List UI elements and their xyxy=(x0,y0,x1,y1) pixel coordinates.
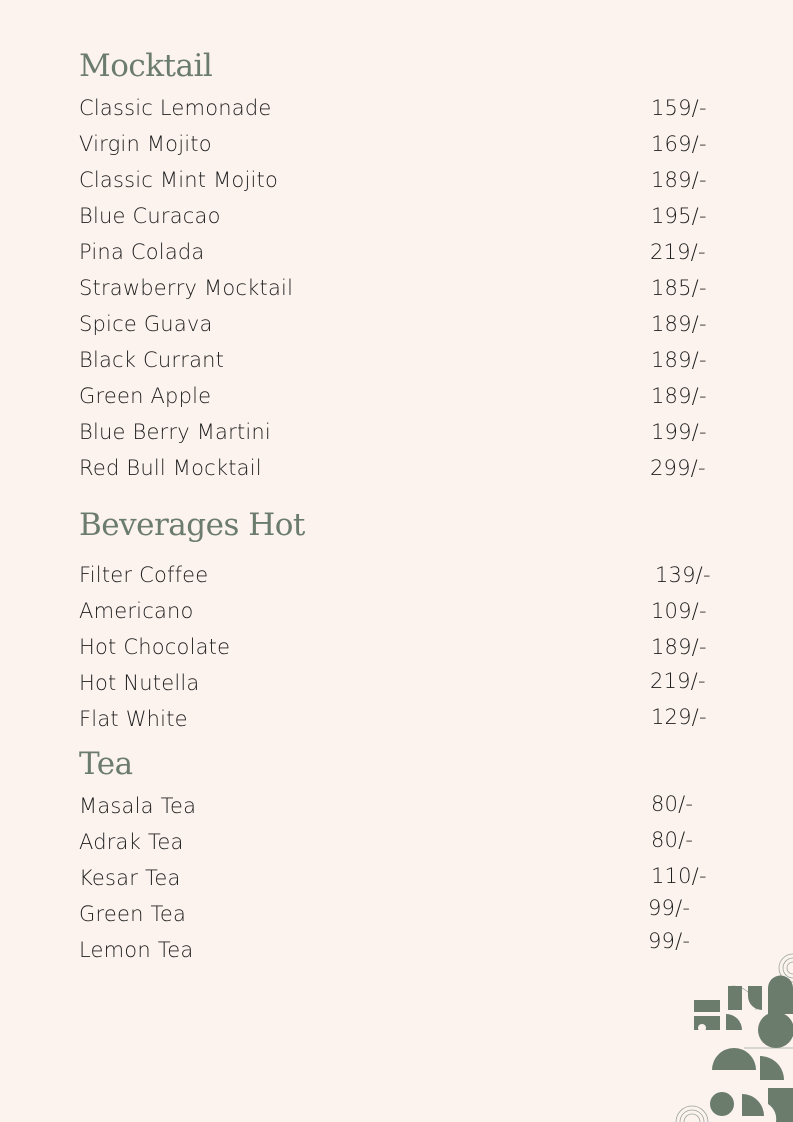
menu-item-name: Kesar Tea xyxy=(79,866,181,890)
menu-item-price: 189/- xyxy=(651,312,707,336)
menu-item-name: Lemon Tea xyxy=(79,938,194,962)
menu-item-name: Blue Curacao xyxy=(79,204,221,228)
menu-item-price: 80/- xyxy=(651,792,694,816)
menu-item-name: Adrak Tea xyxy=(79,830,184,854)
menu-item-price: 189/- xyxy=(651,635,707,659)
menu-item-name: Green Apple xyxy=(79,384,212,408)
menu-item-price: 189/- xyxy=(651,384,707,408)
menu-item-price: 169/- xyxy=(651,132,707,156)
menu-item-price: 299/- xyxy=(650,456,706,480)
menu-item-price: 110/- xyxy=(651,864,707,888)
menu-item-price: 139/- xyxy=(655,563,711,587)
section-heading-beverages-hot: Beverages Hot xyxy=(79,507,305,543)
menu-item-name: Virgin Mojito xyxy=(79,132,212,156)
menu-item-price: 109/- xyxy=(651,599,707,623)
menu-item-name: Classic Lemonade xyxy=(79,96,272,120)
menu-item-price: 219/- xyxy=(650,240,706,264)
menu-item-price: 189/- xyxy=(651,168,707,192)
geometric-pattern-icon xyxy=(672,948,793,1122)
menu-item-name: Red Bull Mocktail xyxy=(79,456,262,480)
menu-item-name: Masala Tea xyxy=(79,794,197,818)
menu-item-price: 189/- xyxy=(651,348,707,372)
menu-item-price: 99/- xyxy=(648,896,691,920)
menu-item-price: 195/- xyxy=(651,204,707,228)
menu-item-name: Black Currant xyxy=(79,348,225,372)
section-heading-tea: Tea xyxy=(79,746,133,782)
menu-item-price: 80/- xyxy=(651,828,694,852)
section-heading-mocktail: Mocktail xyxy=(79,48,213,84)
menu-item-name: Strawberry Mocktail xyxy=(79,276,294,300)
menu-item-name: Filter Coffee xyxy=(79,563,209,587)
menu-item-name: Green Tea xyxy=(79,902,187,926)
menu-item-name: Pina Colada xyxy=(79,240,205,264)
menu-item-price: 159/- xyxy=(651,96,707,120)
menu-item-name: Classic Mint Mojito xyxy=(79,168,278,192)
menu-item-name: Flat White xyxy=(79,707,188,731)
menu-item-name: Blue Berry Martini xyxy=(79,420,271,444)
menu-item-name: Hot Nutella xyxy=(79,671,200,695)
menu-item-price: 99/- xyxy=(648,929,691,953)
menu-item-price: 199/- xyxy=(651,420,707,444)
menu-item-name: Americano xyxy=(79,599,194,623)
menu-item-price: 219/- xyxy=(650,669,706,693)
menu-item-name: Hot Chocolate xyxy=(79,635,231,659)
menu-item-price: 129/- xyxy=(651,705,707,729)
menu-item-price: 185/- xyxy=(651,276,707,300)
menu-item-name: Spice Guava xyxy=(79,312,213,336)
